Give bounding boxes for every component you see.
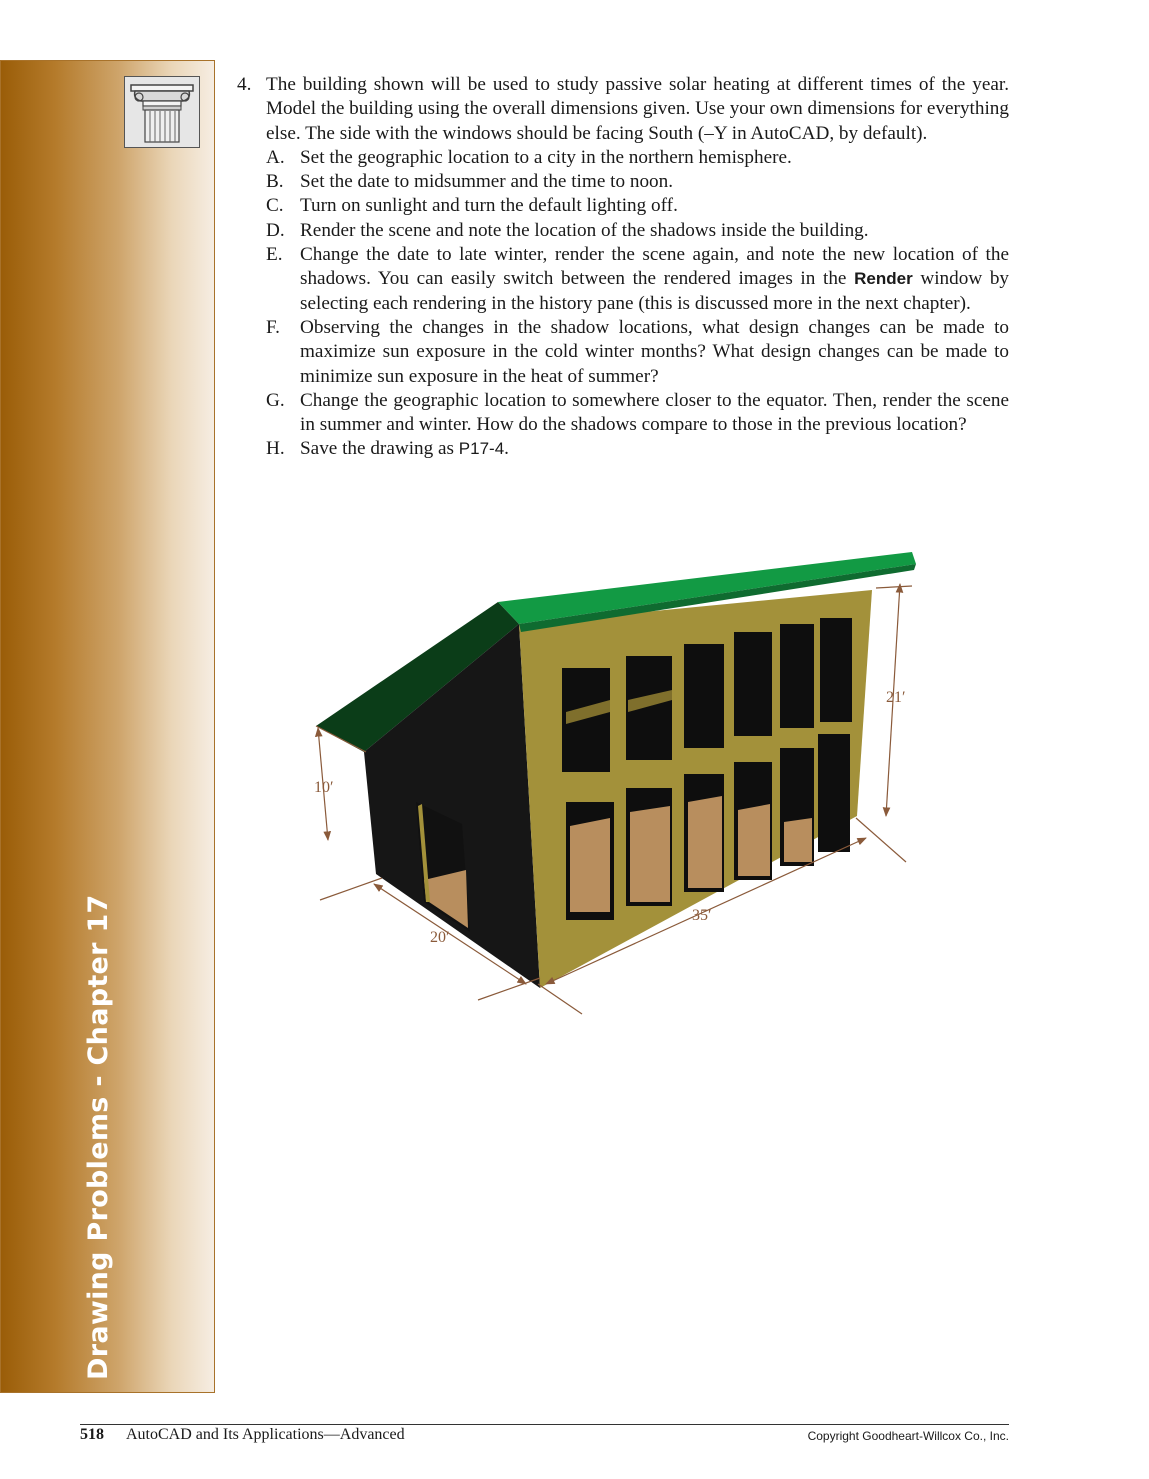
step-letter: A. (266, 146, 285, 168)
dim-35-extension-left (538, 984, 582, 1014)
step-e (266, 243, 1009, 316)
dim-20-extension-right (478, 978, 540, 1000)
step-list (266, 146, 1009, 462)
book-title: AutoCAD and Its Applications—Advanced (126, 1426, 405, 1443)
step-a (266, 146, 1009, 170)
problem-4 (237, 73, 1009, 462)
step-f (266, 316, 1009, 389)
step-d (266, 219, 1009, 243)
step-letter: B. (266, 171, 284, 193)
dim-label-21: 21′ (886, 689, 906, 706)
step-text: Render the scene and note the location of the shadows inside the building. (300, 219, 869, 241)
drawing-filename: P17-4 (458, 439, 505, 459)
step-b (266, 170, 1009, 194)
step-g (266, 389, 1009, 438)
chapter-label: Drawing Problems - Chapter 17 (83, 894, 114, 1380)
step-text-before: Save the drawing as (300, 438, 454, 460)
step-text (300, 243, 1009, 316)
page-number: 518 (80, 1426, 104, 1443)
dim-label-35: 35′ (692, 907, 712, 924)
footer-left (80, 1426, 405, 1444)
step-text: Turn on sunlight and turn the default lighting off. (300, 195, 678, 217)
step-letter: G. (266, 389, 285, 411)
step-text: Observing the changes in the shadow locations, what design changes can be made to maximize sun exposure in the cold winter months? What design changes can be made to minimize sun exposure in the heat of summer? (300, 316, 1009, 387)
step-text-after: . (504, 438, 509, 460)
step-letter: E. (266, 244, 283, 266)
step-letter: C. (266, 195, 284, 217)
dim-21-extension-top (876, 586, 912, 588)
step-letter: F. (266, 316, 280, 338)
dim-label-20: 20′ (430, 929, 450, 946)
step-text (300, 437, 1009, 461)
step-h (266, 437, 1009, 461)
step-letter: H. (266, 438, 285, 460)
dim-label-10: 10′ (314, 779, 334, 796)
render-command: Render (854, 269, 913, 289)
problem-intro: The building shown will be used to study passive solar heating at different times of the year. Model the building using the overall dimensions given. Use your own dimensions for everything else. The side with the windows should be facing South (–Y in AutoCAD, by default). (266, 74, 1009, 144)
step-text: Set the date to midsummer and the time to noon. (300, 171, 674, 193)
step-text-after: window by selecting each rendering in the history pane (this is discussed more in the next chapter). (300, 268, 1010, 314)
building-figure (300, 540, 940, 1020)
dim-35-extension-right (856, 818, 906, 862)
footer-rule (80, 1424, 1009, 1425)
dim-20-extension-left (320, 878, 382, 900)
problem-number: 4. (237, 74, 252, 95)
copyright-notice: Copyright Goodheart-Willcox Co., Inc. (807, 1429, 1009, 1443)
ionic-column-capital-icon (124, 76, 200, 148)
step-text: Set the geographic location to a city in the northern hemisphere. (300, 146, 792, 168)
step-letter: D. (266, 219, 285, 241)
step-text-before: Change the date to late winter, render the scene again, and note the new location of the shadows. You can easily switch between the rendered images in the (300, 244, 1009, 290)
step-text: Change the geographic location to somewhere closer to the equator. Then, render the scene in summer and winter. How do the shadows compare to those in the previous location? (300, 389, 1009, 436)
step-c (266, 194, 1009, 218)
